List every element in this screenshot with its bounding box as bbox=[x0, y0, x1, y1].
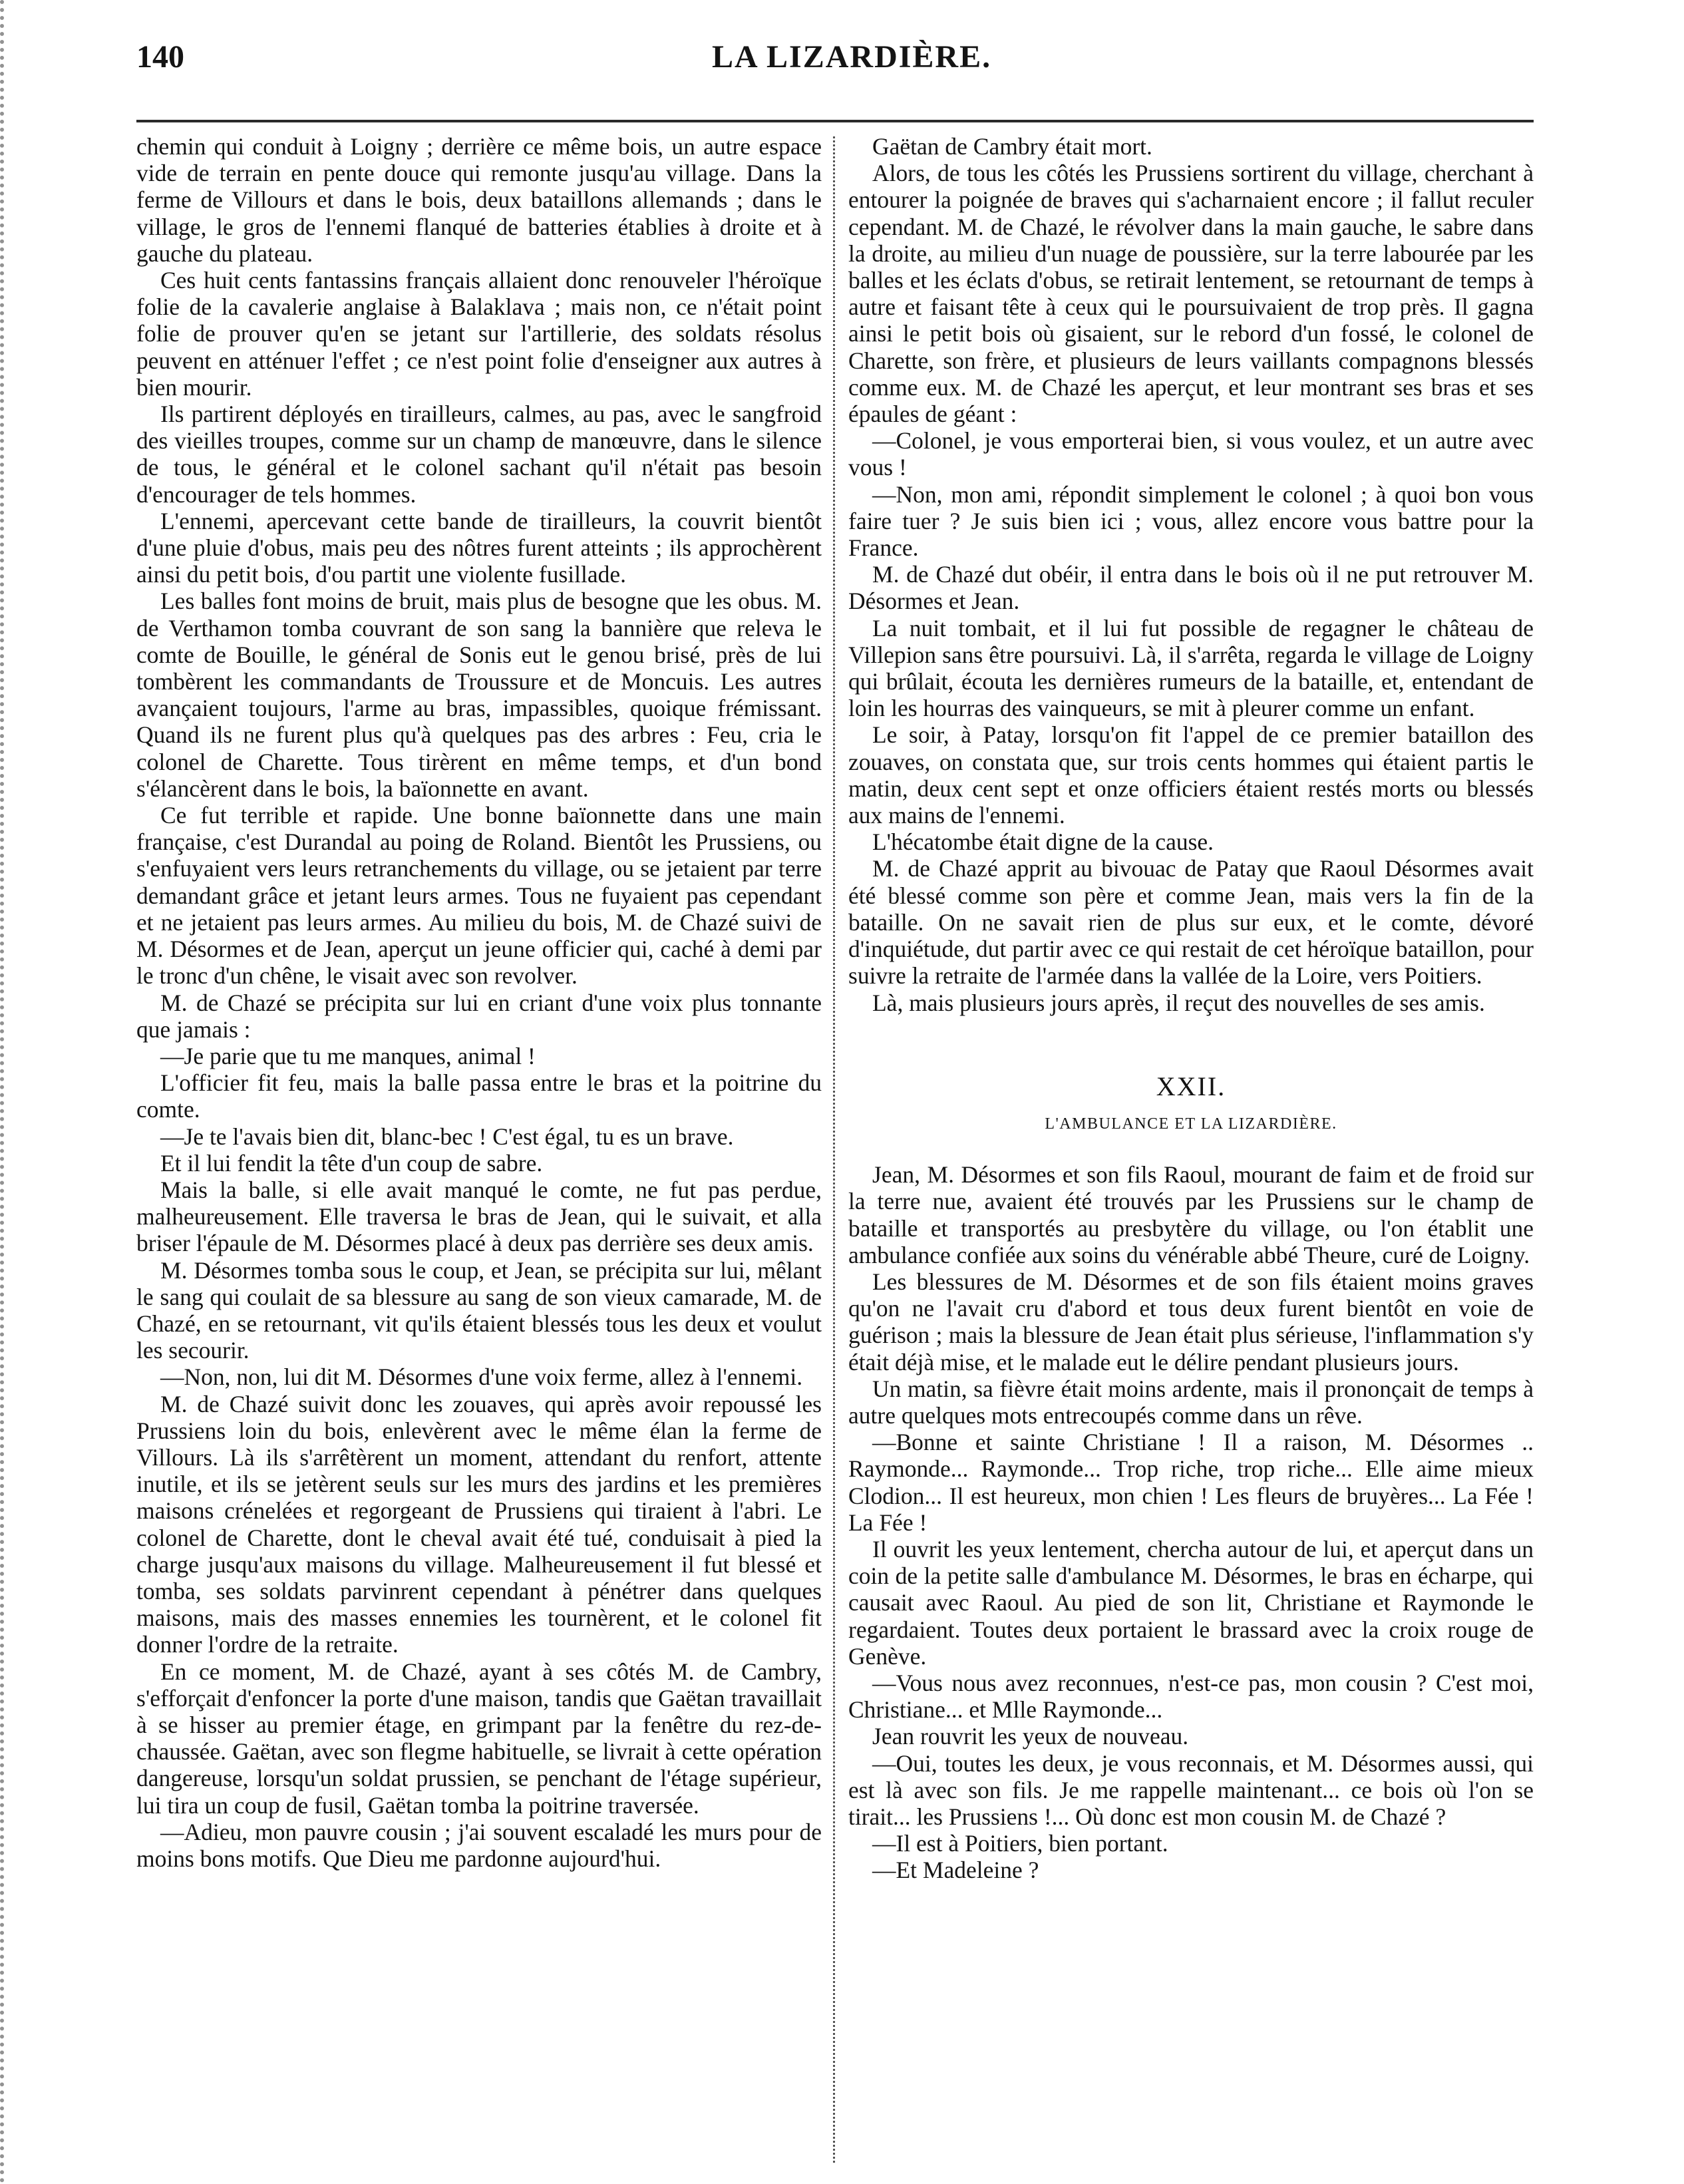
paragraph: Ces huit cents fantassins français allaient donc renouveler l'héroïque folie de la cavalerie anglaise à Balaklava ; mais non, ce n'était point folie de prouver qu'en se jetant sur l'artillerie, des soldats résolus peuvent en atténuer l'effet ; ce n'est point folie d'enseigner aux autres à bien mourir. bbox=[136, 267, 822, 401]
paragraph: L'hécatombe était digne de la cause. bbox=[872, 828, 1214, 856]
paragraph: M. de Chazé suivit donc les zouaves, qui après avoir repoussé les Prussiens loin du bois, enlevèrent avec le même élan la ferme de Villours. Là ils s'arrêtèrent un moment, attendant du renfort, attente inutile, et ils se jetèrent seuls sur les murs des jardins et les premières maisons crénelées et regorgeant de Prussiens qui tiraient à l'abri. Le colonel de Charette, dont le cheval avait été tué, conduisait à pied la charge jusqu'aux maisons du village. Malheureusement il fut blessé et tomba, ses soldats parvinrent cependant à pénétrer dans quelques maisons, mais des masses ennemies les tournèrent, et le colonel fit donner l'ordre de la retraite. bbox=[136, 1390, 822, 1658]
paragraph: Le soir, à Patay, lorsqu'on fit l'appel de ce premier bataillon des zouaves, on constata que, sur trois cents hommes qui étaient partis le matin, deux cent sept et onze officiers étaient restés morts ou blessés aux mains de l'ennemi. bbox=[848, 721, 1534, 829]
paragraph: Jean, M. Désormes et son fils Raoul, mourant de faim et de froid sur la terre nue, avaient été trouvés par les Prussiens sur le champ de bataille et transportés au presbytère du village, ou l'on établit une ambulance confiée aux soins du vénérable abbé Theure, curé de Loigny. bbox=[848, 1161, 1534, 1268]
paragraph: Mais la balle, si elle avait manqué le comte, ne fut pas perdue, malheureusement. Elle traversa le bras de Jean, qui le suivait, et alla briser l'épaule de M. Désormes placé à deux pas derrière ses deux amis. bbox=[136, 1176, 822, 1257]
paragraph: —Vous nous avez reconnues, n'est-ce pas, mon cousin ? C'est moi, Christiane... et Mlle Raymonde... bbox=[848, 1669, 1534, 1724]
paragraph: Un matin, sa fièvre était moins ardente, mais il prononçait de temps à autre quelques mots entrecoupés comme dans un rêve. bbox=[848, 1375, 1534, 1429]
paragraph: —Et Madeleine ? bbox=[872, 1857, 1039, 1884]
paragraph: —Non, non, lui dit M. Désormes d'une voix ferme, allez à l'ennemi. bbox=[160, 1364, 803, 1391]
paragraph: —Je parie que tu me manques, animal ! bbox=[160, 1042, 536, 1069]
right-column bbox=[848, 133, 1534, 2169]
page-number: 140 bbox=[136, 39, 184, 75]
paragraph: Il ouvrit les yeux lentement, chercha autour de lui, et aperçut dans un coin de la petite salle d'ambulance M. Désormes, le bras en écharpe, qui causait avec Raoul. Au pied de son lit, Christiane et Raymonde le regardaient. Toutes deux portaient le brassard avec la croix rouge de Genève. bbox=[848, 1535, 1534, 1670]
running-title: LA LIZARDIÈRE. bbox=[712, 39, 992, 75]
paragraph: Et il lui fendit la tête d'un coup de sabre. bbox=[160, 1149, 543, 1177]
paragraph: M. de Chazé dut obéir, il entra dans le bois où il ne put retrouver M. Désormes et Jean. bbox=[848, 561, 1534, 615]
paragraph: —Il est à Poitiers, bien portant. bbox=[872, 1830, 1168, 1857]
paragraph: Les balles font moins de bruit, mais plus de besogne que les obus. M. de Verthamon tomba couvrant de son sang la bannière que releva le comte de Bouille, le général de Sonis eut le genou brisé, près de lui tombèrent les commandants de Troussure et de Moncuis. Les autres avançaient toujours, l'arme au bras, impassibles, quoique frémissant. Quand ils ne furent plus qu'à quelques pas des arbres : Feu, cria le colonel de Charette. Tous tirèrent en même temps, et d'un bond s'élancèrent dans le bois, la baïonnette en avant. bbox=[136, 588, 822, 802]
page-header bbox=[136, 39, 1174, 92]
paragraph: L'ennemi, apercevant cette bande de tirailleurs, la couvrit bientôt d'une pluie d'obus, mais peu des nôtres furent atteints ; ils approchèrent ainsi du petit bois, d'ou partit une violente fusillade. bbox=[136, 507, 822, 588]
paragraph: La nuit tombait, et il lui fut possible de regagner le château de Villepion sans être poursuivi. Là, il s'arrêta, regarda le village de Loigny qui brûlait, écouta les dernières rumeurs de la bataille, et, entendant de loin les hourras des vainqueurs, se mit à pleurer comme un enfant. bbox=[848, 614, 1534, 722]
paragraph: M. de Chazé apprit au bivouac de Patay que Raoul Désormes avait été blessé comme son père et comme Jean, mais vers la fin de la bataille. On ne savait rien de plus sur eux, et le comte, dévoré d'inquiétude, dut partir avec ce qui restait de cet héroïque bataillon, pour suivre la retraite de l'armée dans la vallée de la Loire, vers Poitiers. bbox=[848, 855, 1534, 990]
column-divider bbox=[833, 136, 836, 2163]
paragraph: —Adieu, mon pauvre cousin ; j'ai souvent escaladé les murs pour de moins bons motifs. Que Dieu me pardonne aujourd'hui. bbox=[136, 1818, 822, 1872]
paragraph: —Non, mon ami, répondit simplement le colonel ; à quoi bon vous faire tuer ? Je suis bien ici ; vous, allez encore vous battre pour la France. bbox=[848, 480, 1534, 562]
chapter-number: XXII. bbox=[1156, 1071, 1226, 1101]
paragraph: Gaëtan de Cambry était mort. bbox=[872, 133, 1152, 160]
paragraph: En ce moment, M. de Chazé, ayant à ses côtés M. de Cambry, s'efforçait d'enfoncer la porte d'une maison, tandis que Gaëtan travaillait à se hisser au premier étage, en grimpant par la fenêtre du rez-de-chaussée. Gaëtan, avec son flegme habituelle, se livrait à cette opération dangereuse, lorsqu'un soldat prussien, se penchant de l'étage supérieur, lui tira un coup de fusil, Gaëtan tomba la poitrine traversée. bbox=[136, 1658, 822, 1819]
paragraph: —Colonel, je vous emporterai bien, si vous voulez, et un autre avec vous ! bbox=[848, 427, 1534, 481]
paragraph: —Bonne et sainte Christiane ! Il a raison, M. Désormes .. Raymonde... Raymonde... Trop riche, trop riche... Elle aime mieux Clodion... Il est heureux, mon chien ! Les fleurs de bruyères... La Fée ! La Fée ! bbox=[848, 1429, 1534, 1536]
paragraph: Là, mais plusieurs jours après, il reçut des nouvelles de ses amis. bbox=[872, 989, 1485, 1016]
paragraph: Ils partirent déployés en tirailleurs, calmes, au pas, avec le sangfroid des vieilles troupes, comme sur un champ de manœuvre, dans le silence de tous, le général et le colonel sachant qu'il n'était pas besoin d'encourager de tels hommes. bbox=[136, 401, 822, 508]
scan-margin-artifact bbox=[0, 0, 31, 2184]
paragraph: Ce fut terrible et rapide. Une bonne baïonnette dans une main française, c'est Durandal au poing de Roland. Bientôt les Prussiens, ou s'enfuyaient vers leurs retranchements du village, ou se jetaient par terre demandant grâce et jetant leurs armes. Tous ne fuyaient pas cependant et ne jetaient pas leurs armes. Au milieu du bois, M. de Chazé suivi de M. Désormes et de Jean, aperçut un jeune officier qui, caché à demi par le tronc d'un chêne, le visait avec son revolver. bbox=[136, 802, 822, 990]
left-column bbox=[136, 133, 822, 2169]
paragraph: Jean rouvrit les yeux de nouveau. bbox=[872, 1723, 1189, 1750]
paragraph: —Oui, toutes les deux, je vous reconnais, et M. Désormes aussi, qui est là avec son fils. Je me rappelle maintenant... ce bois où l'on se tirait... les Prussiens !... Où donc est mon cousin M. de Chazé ? bbox=[848, 1749, 1534, 1830]
chapter-title: L'AMBULANCE ET LA LIZARDIÈRE. bbox=[1045, 1115, 1337, 1133]
paragraph: chemin qui conduit à Loigny ; derrière ce même bois, un autre espace vide de terrain en pente douce qui remonte jusqu'au village. Dans la ferme de Villours et dans le bois, deux bataillons allemands ; dans le village, le gros de l'ennemi flanqué de batteries établies à droite et à gauche du plateau. bbox=[136, 133, 822, 267]
paragraph: M. Désormes tomba sous le coup, et Jean, se précipita sur lui, mêlant le sang qui coulait de sa blessure au sang de son vieux camarade, M. de Chazé, en se retournant, vit qu'ils étaient blessés tous les deux et voulut les secourir. bbox=[136, 1256, 822, 1364]
paragraph: M. de Chazé se précipita sur lui en criant d'une voix plus tonnante que jamais : bbox=[136, 989, 822, 1043]
paragraph: —Je te l'avais bien dit, blanc-bec ! C'est égal, tu es un brave. bbox=[160, 1123, 734, 1150]
header-rule bbox=[136, 120, 1534, 122]
paragraph: L'officier fit feu, mais la balle passa entre le bras et la poitrine du comte. bbox=[136, 1069, 822, 1123]
paragraph: Les blessures de M. Désormes et de son fils étaient moins graves qu'on ne l'avait cru d'abord et tous deux furent bientôt en voie de guérison ; mais la blessure de Jean était plus sérieuse, l'inflammation s'y était déjà mise, et le malade eut le délire pendant plusieurs jours. bbox=[848, 1268, 1534, 1375]
paragraph: Alors, de tous les côtés les Prussiens sortirent du village, cherchant à entourer la poignée de braves qui s'acharnaient encore ; il fallut reculer cependant. M. de Chazé, le révolver dans la main gauche, le sabre dans la droite, au milieu d'un nuage de poussière, sur la terre labourée par les balles et les éclats d'obus, se retirait lentement, se retournant de temps à autre et faisant tête à ceux qui le poursuivaient de trop près. Il gagna ainsi le petit bois où gisaient, sur le rebord d'un fossé, le colonel de Charette, son frère, et plusieurs de leurs vaillants compagnons blessés comme eux. M. de Chazé les aperçut, et leur montrant ses bras et ses épaules de géant : bbox=[848, 160, 1534, 428]
